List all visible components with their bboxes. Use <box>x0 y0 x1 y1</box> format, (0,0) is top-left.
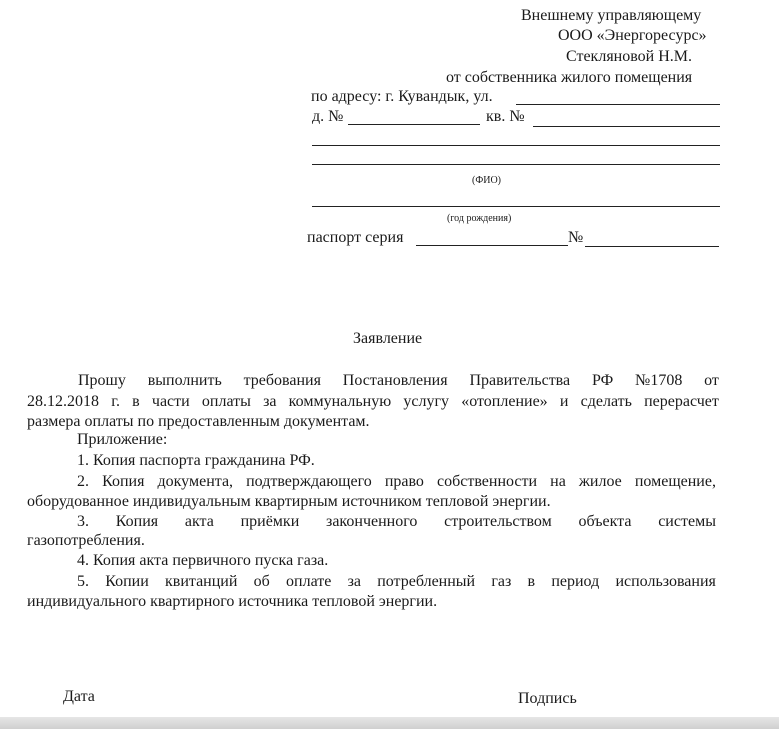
paragraph-1-line-2 <box>27 393 719 411</box>
apartment-field-line <box>533 126 720 127</box>
word: право <box>384 473 424 490</box>
word: в <box>132 393 140 410</box>
word: за <box>347 573 361 590</box>
word: коммунальную <box>288 393 392 410</box>
sender-line: от собственника жилого помещения <box>446 69 693 86</box>
word: использования <box>615 573 716 590</box>
word: РФ <box>591 372 614 389</box>
word: Копия <box>115 513 159 530</box>
word: сделать <box>580 393 632 410</box>
signature-label: Подпись <box>518 690 577 707</box>
document-title: Заявление <box>353 330 423 347</box>
word: и <box>559 393 569 410</box>
word: системы <box>658 513 716 530</box>
word: от <box>704 372 719 389</box>
word: объекта <box>578 513 632 530</box>
word: Прошу <box>78 372 126 389</box>
word: газ <box>491 573 512 590</box>
attachment-item-2-line-2: оборудованное индивидуальным квартирным источником тепловой энергии. <box>27 493 551 510</box>
word: период <box>551 573 600 590</box>
birth-field-line <box>312 206 720 207</box>
word: услугу <box>403 393 450 410</box>
house-label: д. № <box>312 108 344 125</box>
word: квитанций <box>165 573 238 590</box>
word: перерасчет <box>644 393 719 410</box>
word: оплате <box>286 573 332 590</box>
word: за <box>263 393 277 410</box>
word: части <box>151 393 190 410</box>
address-field-line <box>516 104 720 105</box>
attachment-item-2-line-1 <box>77 473 716 491</box>
word: «отопление» <box>461 393 548 410</box>
word: строительством <box>444 513 552 530</box>
word: приёмки <box>240 513 300 530</box>
paragraph-1-line-3: размера оплаты по предоставленным документам. <box>27 413 370 430</box>
attachment-item-4: 4. Копия акта первичного пуска газа. <box>77 552 329 569</box>
word: потребленный <box>377 573 476 590</box>
address-label: по адресу: г. Кувандык, ул. <box>311 88 493 105</box>
attachment-item-1: 1. Копия паспорта гражданина РФ. <box>77 452 315 469</box>
word: собственности <box>436 473 538 490</box>
word: законченного <box>326 513 418 530</box>
addressee-line-1: Внешнему управляющему <box>521 7 702 24</box>
word: №1708 <box>635 372 683 389</box>
passport-number-label: № <box>568 229 584 246</box>
word: подтверждающего <box>246 473 372 490</box>
word: на <box>550 473 566 490</box>
word: Постановления <box>342 372 448 389</box>
word: документа, <box>157 473 234 490</box>
word: жилое <box>578 473 622 490</box>
attachment-item-5-line-2: индивидуального квартирного источника тепловой энергии. <box>27 593 438 610</box>
addressee-line-2: ООО «Энергоресурс» <box>558 27 707 44</box>
passport-series-field-line <box>416 245 568 246</box>
word: выполнить <box>147 372 222 389</box>
word: требования <box>243 372 321 389</box>
word: 2. <box>77 473 89 490</box>
date-label: Дата <box>63 688 95 705</box>
fio-caption: (ФИО) <box>472 175 502 186</box>
scan-edge-strip <box>0 717 779 729</box>
word: 3. <box>77 513 89 530</box>
word: 28.12.2018 <box>27 393 99 410</box>
word: 5. <box>77 573 89 590</box>
word: оплаты <box>201 393 251 410</box>
word: в <box>527 573 536 590</box>
apartment-label: кв. № <box>486 108 525 125</box>
fio-field-line-1 <box>312 145 720 146</box>
birth-caption: (год рождения) <box>447 213 512 224</box>
attachment-item-5-line-1 <box>77 573 716 591</box>
passport-number-field-line <box>585 246 719 247</box>
fio-field-line-2 <box>312 164 720 165</box>
word: акта <box>184 513 214 530</box>
house-field-line <box>348 124 480 125</box>
paragraph-1-line-1 <box>78 372 719 390</box>
attachment-item-3-line-1 <box>77 513 716 531</box>
attachment-item-3-line-2: газопотребления. <box>27 532 145 549</box>
passport-series-label: паспорт серия <box>307 229 404 246</box>
addressee-line-3: Стекляновой Н.М. <box>566 48 693 65</box>
attachment-label: Приложение: <box>77 431 168 448</box>
word: г. <box>111 393 120 410</box>
word: помещение, <box>634 473 716 490</box>
word: Правительства <box>469 372 571 389</box>
word: об <box>253 573 270 590</box>
word: Копия <box>102 473 145 490</box>
word: Копии <box>105 573 149 590</box>
